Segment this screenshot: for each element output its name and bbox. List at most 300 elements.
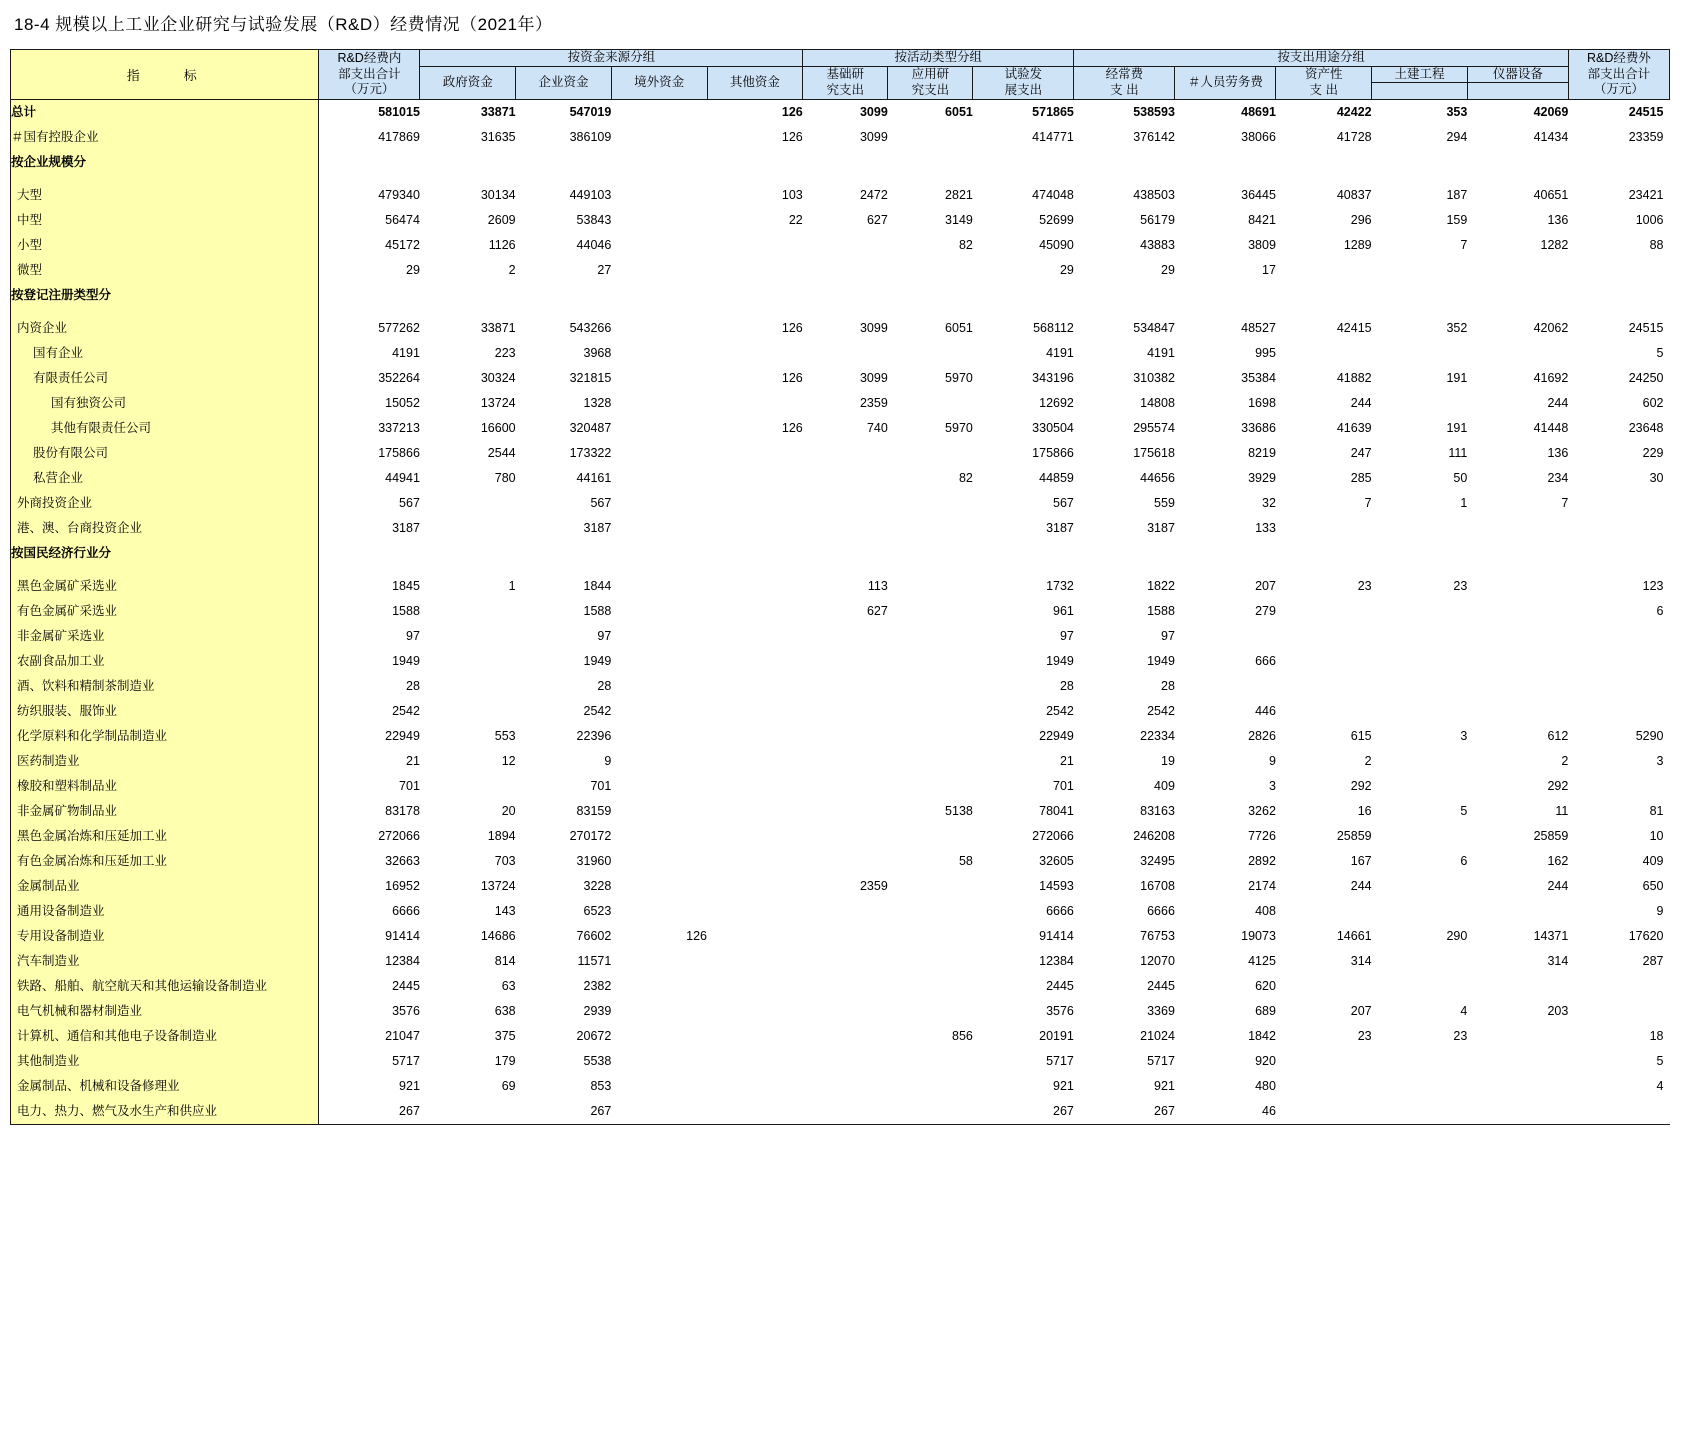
table-row[interactable] — [11, 466, 1670, 491]
table-row[interactable] — [11, 849, 1670, 874]
table-row[interactable] — [11, 1074, 1670, 1099]
row-value-cell: 41692 — [1533, 371, 1569, 386]
row-value-cell: 2359 — [859, 396, 888, 411]
row-value-cell: 568112 — [1033, 321, 1074, 336]
row-value-cell — [1568, 624, 1669, 649]
row-value-cell — [1074, 308, 1175, 316]
row-value-cell — [803, 899, 888, 924]
header-instruments: 仪器设备 — [1467, 66, 1568, 83]
row-value-cell — [1175, 283, 1276, 308]
row-value-cell: 3576 — [392, 1004, 420, 1019]
row-value-cell: 6051 — [945, 321, 973, 336]
row-value-cell: 3149 — [945, 213, 973, 228]
row-value-cell — [611, 100, 707, 126]
row-value-cell — [516, 541, 612, 566]
row-value-cell: 701 — [399, 779, 420, 794]
table-row[interactable] — [11, 491, 1670, 516]
row-value-cell: 175866 — [378, 446, 420, 461]
row-value-cell: 69 — [501, 1079, 516, 1094]
row-value-cell — [611, 849, 707, 874]
row-value-cell — [803, 150, 888, 175]
table-row[interactable] — [11, 974, 1670, 999]
row-label-cell: 微型 — [11, 258, 319, 283]
table-row[interactable] — [11, 649, 1670, 674]
row-value-cell — [611, 749, 707, 774]
row-value-cell: 23 — [1453, 579, 1468, 594]
row-value-cell: 5 — [1656, 346, 1664, 361]
table-row[interactable] — [11, 516, 1670, 541]
row-value-cell: 7 — [1561, 496, 1569, 511]
row-label-cell: 按国民经济行业分 — [11, 541, 319, 566]
row-value-cell — [420, 283, 516, 308]
row-value-cell: 3187 — [583, 521, 612, 536]
row-value-cell — [803, 649, 888, 674]
row-value-cell — [803, 724, 888, 749]
row-label-cell: 化学原料和化学制品制造业 — [11, 724, 319, 749]
table-row[interactable] — [11, 1099, 1670, 1125]
header-external-total — [1568, 50, 1669, 100]
row-value-cell: 33686 — [1241, 421, 1276, 436]
table-row[interactable] — [11, 100, 1670, 126]
row-value-cell: 36445 — [1241, 188, 1276, 203]
row-value-cell: 272066 — [1032, 829, 1074, 844]
row-value-cell — [1074, 150, 1175, 175]
row-value-cell: 310382 — [1133, 371, 1175, 386]
row-value-cell — [1175, 624, 1276, 649]
table-row[interactable] — [11, 724, 1670, 749]
header-internal-total-line2: 部支出合计 — [338, 66, 401, 81]
row-value-cell — [1467, 566, 1568, 574]
row-value-cell — [707, 899, 803, 924]
row-value-cell: 23 — [1357, 579, 1372, 594]
row-value-cell: 2382 — [583, 979, 612, 994]
row-value-cell — [707, 491, 803, 516]
row-value-cell: 267 — [590, 1104, 612, 1119]
row-value-cell: 13724 — [480, 879, 516, 894]
row-value-cell: 1894 — [487, 829, 516, 844]
row-value-cell: 16708 — [1140, 879, 1175, 894]
row-value-cell: 3187 — [392, 521, 420, 536]
row-value-cell — [707, 283, 803, 308]
row-value-cell — [1568, 175, 1669, 183]
row-value-cell: 12384 — [385, 954, 420, 969]
row-value-cell — [611, 999, 707, 1024]
page-title: 18-4 规模以上工业企业研究与试验发展（R&D）经费情况（2021年） — [14, 15, 553, 34]
row-value-cell — [888, 999, 973, 1024]
row-value-cell: 44859 — [1039, 471, 1074, 486]
row-value-cell: 2472 — [859, 188, 888, 203]
row-value-cell: 650 — [1642, 879, 1664, 894]
row-value-cell: 229 — [1642, 446, 1664, 461]
row-value-cell: 88 — [1649, 238, 1664, 253]
header-asset-expense-line1: 资产性 — [1305, 67, 1343, 82]
row-value-cell: 1845 — [392, 579, 420, 594]
row-value-cell — [888, 674, 973, 699]
table-row[interactable] — [11, 599, 1670, 624]
row-value-cell: 21047 — [385, 1029, 420, 1044]
table-row[interactable] — [11, 949, 1670, 974]
row-value-cell: 6 — [1460, 854, 1468, 869]
table-row[interactable] — [11, 774, 1670, 799]
row-value-cell: 615 — [1350, 729, 1372, 744]
table-row[interactable] — [11, 183, 1670, 208]
row-label-cell: 有色金属冶炼和压延加工业 — [11, 849, 319, 874]
row-value-cell: 689 — [1255, 1004, 1276, 1019]
row-value-cell — [803, 1074, 888, 1099]
row-value-cell: 143 — [494, 904, 516, 919]
row-value-cell — [803, 491, 888, 516]
row-value-cell — [707, 308, 803, 316]
row-value-cell: 6666 — [1046, 904, 1074, 919]
row-value-cell: 48527 — [1241, 321, 1276, 336]
row-value-cell — [1372, 1099, 1468, 1125]
row-value-cell — [1467, 649, 1568, 674]
row-value-cell: 3099 — [859, 130, 888, 145]
row-value-cell — [803, 674, 888, 699]
row-label-cell: 黑色金属矿采选业 — [11, 574, 319, 599]
row-value-cell: 5290 — [1635, 729, 1664, 744]
row-value-cell: 7726 — [1248, 829, 1276, 844]
row-value-cell — [1276, 566, 1372, 574]
row-value-cell: 22949 — [385, 729, 420, 744]
row-value-cell — [707, 674, 803, 699]
row-value-cell: 41728 — [1336, 130, 1372, 145]
row-value-cell: 10 — [1649, 829, 1664, 844]
row-value-cell — [1467, 674, 1568, 699]
row-value-cell — [1372, 649, 1468, 674]
row-value-cell: 961 — [1053, 604, 1074, 619]
row-value-cell — [611, 441, 707, 466]
row-value-cell: 14593 — [1039, 879, 1074, 894]
row-value-cell: 4125 — [1248, 954, 1276, 969]
table-row[interactable] — [11, 574, 1670, 599]
row-value-cell: 571865 — [1032, 105, 1074, 120]
row-value-cell: 40651 — [1533, 188, 1569, 203]
row-value-cell — [1568, 258, 1669, 283]
row-value-cell: 33871 — [480, 321, 516, 336]
row-label-cell: 中型 — [11, 208, 319, 233]
row-value-cell: 191 — [1446, 371, 1468, 386]
table-row[interactable] — [11, 416, 1670, 441]
row-value-cell: 136 — [1547, 446, 1569, 461]
row-value-cell: 83163 — [1140, 804, 1175, 819]
table-body — [11, 100, 1670, 1127]
row-value-cell — [803, 175, 888, 183]
row-value-cell — [1175, 308, 1276, 316]
row-value-cell — [888, 924, 973, 949]
row-value-cell — [888, 599, 973, 624]
row-value-cell — [611, 208, 707, 233]
row-value-cell: 627 — [866, 213, 888, 228]
row-value-cell — [1372, 749, 1468, 774]
row-value-cell: 207 — [1255, 579, 1276, 594]
row-value-cell — [420, 308, 516, 316]
row-value-cell: 7 — [1364, 496, 1372, 511]
row-value-cell — [611, 341, 707, 366]
row-value-cell: 9 — [1268, 754, 1276, 769]
row-value-cell: 559 — [1154, 496, 1175, 511]
row-value-cell: 76602 — [576, 929, 612, 944]
table-row[interactable] — [11, 1024, 1670, 1049]
row-value-cell: 27 — [597, 263, 612, 278]
table-row[interactable] — [11, 624, 1670, 649]
row-value-cell: 2 — [1561, 754, 1569, 769]
row-value-cell — [1467, 974, 1568, 999]
row-value-cell — [420, 175, 516, 183]
row-value-cell: 612 — [1547, 729, 1569, 744]
row-value-cell: 33871 — [480, 105, 516, 120]
row-value-cell: 353 — [1446, 105, 1468, 120]
table-row[interactable] — [11, 1049, 1670, 1074]
table-row[interactable] — [11, 441, 1670, 466]
table-row[interactable] — [11, 699, 1670, 724]
table-row[interactable] — [11, 899, 1670, 924]
row-value-cell — [803, 466, 888, 491]
row-value-cell: 12070 — [1140, 954, 1175, 969]
row-value-cell — [611, 516, 707, 541]
row-value-cell — [803, 1099, 888, 1125]
row-value-cell — [803, 1049, 888, 1074]
table-row[interactable] — [11, 258, 1670, 283]
row-value-cell: 5 — [1460, 804, 1468, 819]
row-value-cell — [1276, 599, 1372, 624]
row-value-cell: 6051 — [945, 105, 973, 120]
row-value-cell: 25859 — [1336, 829, 1372, 844]
row-label-cell: 国有企业 — [11, 341, 319, 366]
row-value-cell — [888, 1099, 973, 1125]
row-value-cell: 314 — [1547, 954, 1569, 969]
row-value-cell: 24515 — [1628, 105, 1664, 120]
row-value-cell — [973, 283, 1074, 308]
row-value-cell: 294 — [1446, 130, 1468, 145]
row-label-cell: 非金属矿采选业 — [11, 624, 319, 649]
row-value-cell: 41448 — [1533, 421, 1569, 436]
row-value-cell: 602 — [1642, 396, 1664, 411]
table-row[interactable] — [11, 208, 1670, 233]
table-row[interactable] — [11, 799, 1670, 824]
row-value-cell: 126 — [781, 130, 803, 145]
table-row[interactable] — [11, 749, 1670, 774]
row-value-cell: 337213 — [378, 421, 420, 436]
row-value-cell — [516, 175, 612, 183]
row-value-cell: 191 — [1446, 421, 1468, 436]
row-value-cell: 56474 — [385, 213, 420, 228]
row-value-cell — [1276, 283, 1372, 308]
header-construction-pad — [1372, 83, 1468, 100]
row-value-cell: 97 — [406, 629, 420, 644]
row-value-cell: 16952 — [385, 879, 420, 894]
row-value-cell — [611, 724, 707, 749]
header-asset-expense-line2: 支 出 — [1309, 82, 1339, 97]
row-value-cell: 126 — [781, 421, 803, 436]
row-value-cell — [707, 175, 803, 183]
row-value-cell: 247 — [1350, 446, 1372, 461]
row-value-cell: 14686 — [480, 929, 516, 944]
row-value-cell: 28 — [406, 679, 420, 694]
row-value-cell: 780 — [494, 471, 516, 486]
row-value-cell: 30 — [1649, 471, 1664, 486]
row-value-cell — [611, 599, 707, 624]
row-value-cell — [707, 566, 803, 574]
row-value-cell: 5717 — [392, 1054, 420, 1069]
row-value-cell — [611, 491, 707, 516]
row-value-cell: 2939 — [583, 1004, 612, 1019]
table-row[interactable] — [11, 366, 1670, 391]
row-value-cell: 581015 — [378, 105, 420, 120]
row-value-cell — [803, 749, 888, 774]
row-value-cell: 1822 — [1147, 579, 1175, 594]
row-value-cell — [888, 258, 973, 283]
row-value-cell: 3968 — [583, 346, 612, 361]
row-value-cell — [803, 624, 888, 649]
row-value-cell: 1 — [508, 579, 516, 594]
header-basic-research-line2: 究支出 — [826, 82, 865, 97]
row-value-cell: 1 — [1460, 496, 1468, 511]
row-value-cell: 21 — [406, 754, 420, 769]
row-value-cell: 2445 — [1147, 979, 1175, 994]
row-value-cell: 2445 — [392, 979, 420, 994]
row-value-cell — [1074, 175, 1175, 183]
row-value-cell: 2542 — [1046, 704, 1074, 719]
row-value-cell — [1568, 516, 1669, 541]
table-row[interactable] — [11, 391, 1670, 416]
row-value-cell — [803, 516, 888, 541]
row-value-cell: 4191 — [1147, 346, 1175, 361]
row-value-cell — [611, 574, 707, 599]
row-value-cell — [803, 824, 888, 849]
row-value-cell: 2826 — [1248, 729, 1276, 744]
row-value-cell: 52699 — [1039, 213, 1074, 228]
row-value-cell — [1467, 308, 1568, 316]
row-value-cell: 14371 — [1533, 929, 1569, 944]
row-value-cell — [1074, 541, 1175, 566]
row-value-cell: 29 — [1059, 263, 1074, 278]
table-row[interactable] — [11, 674, 1670, 699]
row-value-cell: 97 — [1059, 629, 1074, 644]
header-group-source: 按资金来源分组 — [420, 50, 803, 67]
table-row[interactable] — [11, 283, 1670, 308]
row-label-cell: 电气机械和器材制造业 — [11, 999, 319, 1024]
row-value-cell — [611, 416, 707, 441]
row-value-cell: 22949 — [1039, 729, 1074, 744]
table-row[interactable] — [11, 150, 1670, 175]
row-label-cell: 国有独资公司 — [11, 391, 319, 416]
header-basic-research-line1: 基础研 — [826, 67, 865, 82]
row-value-cell — [803, 999, 888, 1024]
table-row[interactable] — [11, 541, 1670, 566]
row-label-cell: 金属制品、机械和设备修理业 — [11, 1074, 319, 1099]
row-value-cell — [888, 566, 973, 574]
row-value-cell — [1467, 899, 1568, 924]
table-row[interactable] — [11, 125, 1670, 150]
table-row[interactable] — [11, 233, 1670, 258]
row-value-cell — [1467, 574, 1568, 599]
row-value-cell: 41434 — [1533, 130, 1569, 145]
row-value-cell — [611, 774, 707, 799]
row-value-cell — [1372, 974, 1468, 999]
row-value-cell — [1276, 175, 1372, 183]
table-row[interactable] — [11, 341, 1670, 366]
row-value-cell: 29 — [406, 263, 420, 278]
row-value-cell: 103 — [781, 188, 803, 203]
row-value-cell: 1949 — [392, 654, 420, 669]
row-value-cell — [888, 441, 973, 466]
row-value-cell — [611, 699, 707, 724]
row-value-cell: 666 — [1255, 654, 1276, 669]
row-value-cell: 290 — [1446, 929, 1468, 944]
row-value-cell — [707, 724, 803, 749]
header-indicator: 指 标 — [11, 50, 319, 100]
row-value-cell: 22396 — [576, 729, 612, 744]
header-experimental-dev-line1: 试验发 — [1004, 67, 1043, 82]
header-internal-total-line3: （万元） — [344, 82, 395, 97]
row-value-cell: 3 — [1268, 779, 1276, 794]
row-value-cell — [803, 566, 888, 574]
row-value-cell: 921 — [1154, 1079, 1175, 1094]
row-value-cell: 343196 — [1032, 371, 1074, 386]
row-value-cell: 24515 — [1628, 321, 1664, 336]
header-external-total-line2: 部支出合计 — [1587, 66, 1651, 81]
row-value-cell: 22 — [788, 213, 803, 228]
row-value-cell — [1568, 491, 1669, 516]
row-value-cell: 13724 — [480, 396, 516, 411]
row-value-cell — [611, 316, 707, 341]
row-value-cell — [707, 649, 803, 674]
row-value-cell — [1372, 774, 1468, 799]
row-value-cell: 814 — [494, 954, 516, 969]
row-value-cell: 5970 — [945, 371, 973, 386]
row-value-cell: 167 — [1350, 854, 1372, 869]
row-value-cell — [888, 491, 973, 516]
row-value-cell: 1328 — [583, 396, 612, 411]
row-value-cell: 246208 — [1133, 829, 1175, 844]
table-row[interactable] — [11, 999, 1670, 1024]
row-value-cell — [1372, 949, 1468, 974]
row-value-cell: 24250 — [1628, 371, 1664, 386]
row-value-cell: 123 — [1642, 579, 1664, 594]
table-row[interactable] — [11, 874, 1670, 899]
row-value-cell — [1276, 899, 1372, 924]
row-value-cell: 409 — [1642, 854, 1664, 869]
row-value-cell: 2 — [508, 263, 516, 278]
row-value-cell: 287 — [1642, 954, 1664, 969]
row-value-cell — [888, 125, 973, 150]
table-row[interactable] — [11, 824, 1670, 849]
row-value-cell — [420, 774, 516, 799]
row-label-cell: 小型 — [11, 233, 319, 258]
row-value-cell — [1467, 1099, 1568, 1125]
row-label-cell — [11, 308, 319, 316]
table-row[interactable] — [11, 924, 1670, 949]
row-value-cell: 1949 — [1046, 654, 1074, 669]
header-internal-total — [319, 50, 420, 100]
row-label-cell: 大型 — [11, 183, 319, 208]
row-value-cell: 376142 — [1133, 130, 1175, 145]
table-row[interactable] — [11, 316, 1670, 341]
row-value-cell: 321815 — [569, 371, 612, 386]
table-row-spacer — [11, 308, 1670, 316]
row-value-cell: 19 — [1161, 754, 1175, 769]
row-value-cell: 32663 — [385, 854, 420, 869]
row-value-cell: 3 — [1460, 729, 1468, 744]
row-value-cell: 111 — [1448, 446, 1468, 461]
row-value-cell: 126 — [781, 105, 803, 120]
row-value-cell — [1276, 1074, 1372, 1099]
row-value-cell — [707, 1024, 803, 1049]
header-experimental-dev-line2: 展支出 — [1004, 82, 1043, 97]
row-value-cell — [888, 391, 973, 416]
row-value-cell: 417869 — [378, 130, 420, 145]
